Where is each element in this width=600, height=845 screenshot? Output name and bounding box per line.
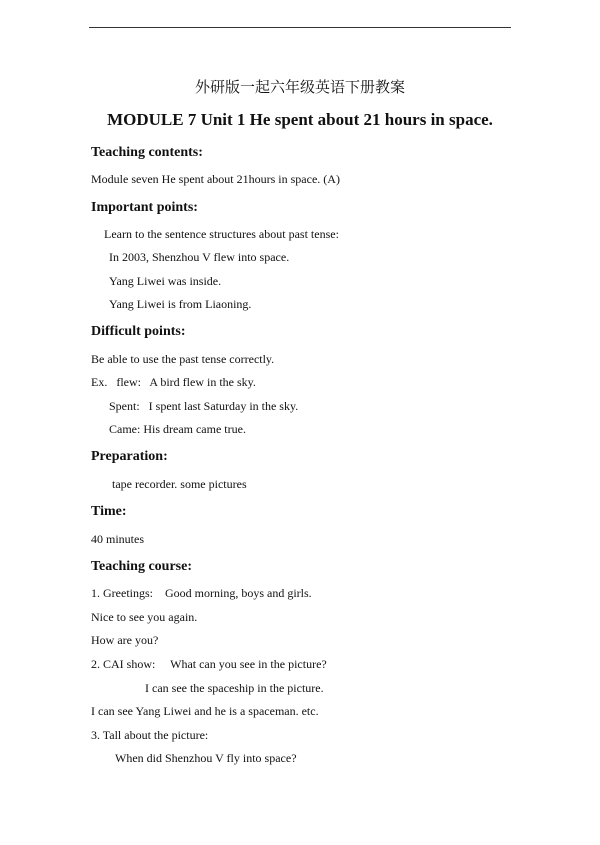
preparation-heading: Preparation: (91, 449, 168, 464)
chinese-title: 外研版一起六年级英语下册教案 (194, 78, 405, 96)
time-heading: Time: (91, 504, 127, 519)
teaching-contents-line: Module seven He spent about 21hours in space. (A) (91, 172, 340, 186)
difficult-points-line: Be able to use the past tense correctly. (91, 352, 275, 366)
teaching-course-heading: Teaching course: (91, 559, 192, 574)
difficult-points-line: Spent: I spent last Saturday in the sky. (109, 399, 299, 413)
header-rule (89, 27, 511, 28)
important-points-line: Yang Liwei was inside. (109, 274, 222, 288)
teaching-course-line: I can see Yang Liwei and he is a spaceman. etc. (91, 704, 319, 718)
lesson-title: MODULE 7 Unit 1 He spent about 21 hours in space. (107, 110, 493, 129)
teaching-course-line: How are you? (91, 633, 159, 647)
teaching-contents-heading: Teaching contents: (91, 145, 203, 160)
important-points-line: In 2003, Shenzhou V flew into space. (109, 250, 290, 264)
difficult-points-heading: Difficult points: (91, 324, 186, 339)
teaching-course-line: I can see the spaceship in the picture. (145, 681, 324, 695)
preparation-line: tape recorder. some pictures (112, 477, 247, 491)
time-line: 40 minutes (91, 532, 144, 546)
teaching-course-line: Nice to see you again. (91, 610, 198, 624)
important-points-heading: Important points: (91, 200, 198, 215)
teaching-course-line: 3. Tall about the picture: (91, 728, 209, 742)
difficult-points-line: Ex. flew: A bird flew in the sky. (91, 375, 256, 389)
teaching-course-line: 1. Greetings: Good morning, boys and girls. (91, 586, 312, 600)
teaching-course-line: 2. CAI show: What can you see in the picture? (91, 657, 327, 671)
difficult-points-line: Came: His dream came true. (109, 422, 246, 436)
important-points-line: Learn to the sentence structures about past tense: (104, 227, 339, 241)
teaching-course-line: When did Shenzhou V fly into space? (115, 751, 297, 765)
important-points-line: Yang Liwei is from Liaoning. (109, 297, 252, 311)
